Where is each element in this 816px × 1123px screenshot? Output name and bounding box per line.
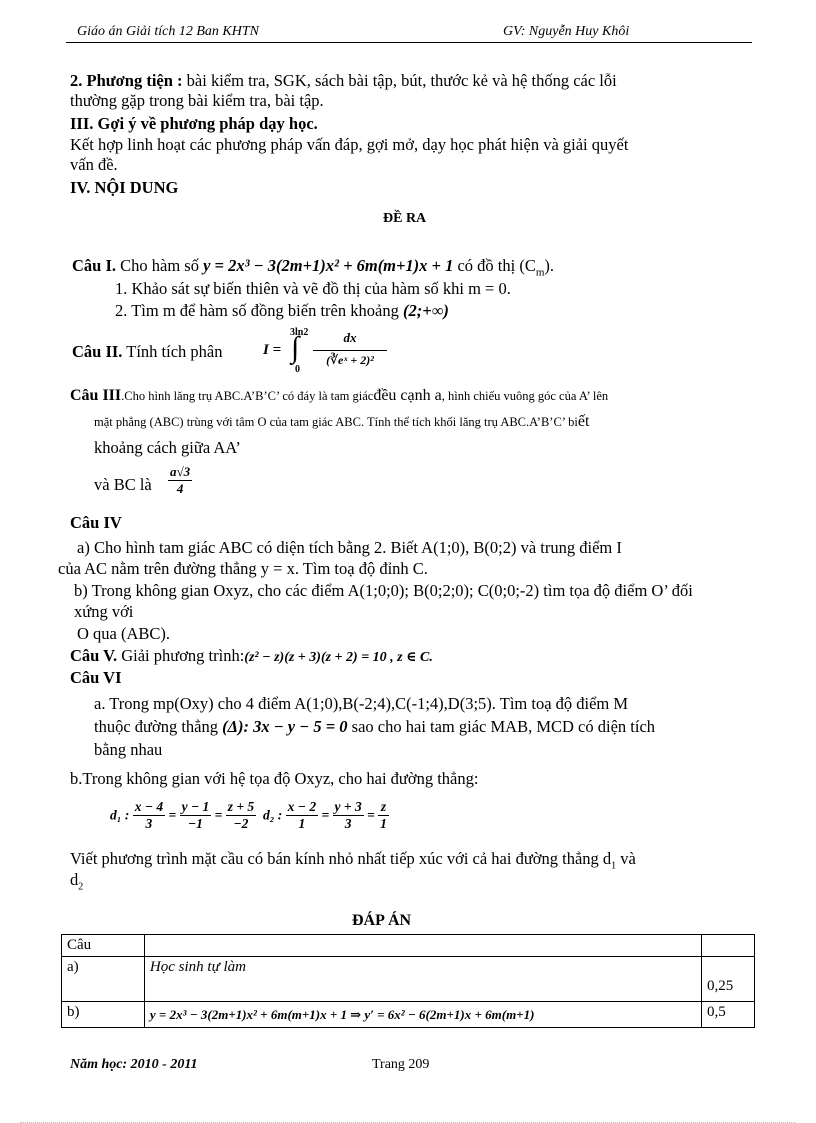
d1-label: d₁ :: [110, 807, 130, 823]
section2-label: 2. Phương tiện :: [70, 71, 183, 90]
cau2-lower: 0: [295, 364, 300, 375]
cau3-line2b: ết: [577, 413, 590, 430]
cau6-b2-line: [70, 849, 636, 875]
d2-label: d₂ :: [262, 807, 283, 823]
row-cau: a): [62, 957, 145, 1002]
cau6-a2a: thuộc đường thẳng: [94, 717, 218, 736]
cau3-line1c: , hình chiếu vuông góc của A’ lên: [441, 389, 609, 403]
integral-sign: ∫: [291, 331, 300, 364]
cau5-formula: (z² − z)(z + 3)(z + 2) = 10 , z ∈ C.: [244, 650, 433, 665]
header-content: [144, 935, 701, 957]
de-ra-title: ĐỀ RA: [383, 211, 427, 226]
cau6-label: Câu VI: [70, 668, 122, 687]
row-score: 0,5: [702, 1002, 755, 1028]
cau3-line4: và BC là: [94, 475, 152, 494]
row-cau: b): [62, 1002, 145, 1028]
cau3-line2a: mặt phẳng (ABC) trùng với tâm O của tam giác ABC. Tính thể tích khối lăng trụ ABC.A’B’C’ bi: [94, 415, 578, 429]
cau1-tail: có đồ thị (C: [457, 256, 536, 275]
cau2-den: (∛eˣ + 2)²: [326, 353, 374, 367]
header-score: [702, 935, 755, 957]
section4-heading: IV. NỘI DUNG: [70, 178, 179, 197]
cau6-b3-line: [70, 870, 83, 896]
table-row: [62, 957, 755, 1002]
row-content: Học sinh tự làm: [144, 957, 701, 1002]
header-cau: Câu: [62, 935, 145, 957]
line-equations: d₁ : $\frac{x - 4}{3}$ = $\frac{y - 1}{-1}$ = $\frac{z + 5}{-2}$ d₂ : $\frac{x - 2}{1}$ = $\frac{y + 3}{3}$ = $\frac{z}{1}$: [110, 799, 387, 831]
cau6-b1: b.Trong không gian với hệ tọa độ Oxyz, cho hai đường thẳng:: [70, 769, 479, 788]
section3-text1: Kết hợp linh hoạt các phương pháp vấn đáp, gợi mở, dạy học phát hiện và giải quyết: [70, 135, 629, 154]
cau6-b3: d: [70, 870, 79, 889]
section3-heading: III. Gợi ý về phương pháp dạy học.: [70, 114, 318, 133]
dap-an-title: ĐÁP ÁN: [352, 912, 412, 929]
cau3-frac-den: 4: [176, 481, 184, 496]
cau4-label: Câu IV: [70, 513, 122, 532]
cau1-item1: 1. Khảo sát sự biến thiên và vẽ đồ thị của hàm số khi m = 0.: [115, 279, 511, 298]
cau3-line3: khoảng cách giữa AA’: [94, 438, 241, 457]
cau6-a2-line: [94, 717, 655, 736]
cau6-b2sub: 1: [611, 860, 617, 872]
cau2-text: Tính tích phân: [126, 342, 223, 361]
cau1-tail2: ).: [544, 256, 555, 275]
cau6-b2a: Viết phương trình mặt cầu có bán kính nhỏ nhất tiếp xúc với cả hai đường thẳng d: [70, 849, 612, 868]
cau2-fraction-bar: [313, 350, 387, 351]
cau2-label: Câu II.: [72, 342, 123, 361]
cau5-label: Câu V.: [70, 646, 118, 665]
footer-year: Năm học: 2010 - 2011: [70, 1057, 198, 1072]
section2-line2: thường gặp trong bài kiểm tra, bài tập.: [70, 91, 324, 110]
cau1-lead: Cho hàm số: [120, 256, 199, 275]
d2-frac-y: $\frac{y + 3}{3}$: [334, 799, 362, 831]
cau3-line1b: đều cạnh a: [373, 387, 442, 404]
cau3-line1a: .Cho hình lăng trụ ABC.A’B’C’ có đáy là tam giác: [121, 389, 374, 403]
cau2-lhs: I =: [263, 342, 282, 358]
cau1-sub: m: [535, 266, 545, 279]
cau6-a2b: sao cho hai tam giác MAB, MCD có diện tích: [351, 717, 656, 736]
cau5-text: Giải phương trình:: [121, 646, 245, 665]
cau4-b1: b) Trong không gian Oxyz, cho các điểm A(1;0;0); B(0;2;0); C(0;0;-2) tìm tọa độ điểm O’ đối: [74, 581, 693, 600]
section2-line1: [70, 71, 617, 90]
d2-frac-z: $\frac{z}{1}$: [380, 799, 387, 831]
d1-frac-y: $\frac{y - 1}{-1}$: [181, 799, 210, 831]
cau3-line1: [70, 387, 608, 405]
cau6-a2f: (Δ): 3x − y − 5 = 0: [222, 717, 348, 736]
cau6-b3sub: 2: [78, 881, 84, 893]
header-right: GV: Nguyễn Huy Khôi: [503, 24, 630, 39]
d1-frac-z: $\frac{z + 5}{-2}$: [227, 799, 255, 831]
cau3-fraction: [168, 464, 192, 497]
header-left: Giáo án Giải tích 12 Ban KHTN: [77, 24, 260, 39]
cau6-a3: bằng nhau: [94, 740, 163, 759]
cau1-formula: y = 2x³ − 3(2m+1)x² + 6m(m+1)x + 1: [203, 256, 454, 275]
d1-frac-x: $\frac{x - 4}{3}$: [134, 799, 164, 831]
cau2-num: dx: [343, 330, 357, 345]
row-content: y = 2x³ − 3(2m+1)x² + 6m(m+1)x + 1 ⇒ y′ = 6x² − 6(2m+1)x + 6m(m+1): [144, 1002, 701, 1028]
cau3-frac-num: a√3: [170, 464, 191, 479]
header-rule: [66, 42, 752, 43]
footer-page: Trang 209: [372, 1057, 430, 1072]
section2-text1: bài kiểm tra, SGK, sách bài tập, bút, thước kẻ và hệ thống các lỗi: [182, 71, 617, 90]
cau3-label: Câu III: [70, 387, 122, 404]
cau6-b2b: và: [616, 849, 636, 868]
cau2-line: [72, 342, 223, 361]
d2-frac-x: $\frac{x - 2}{1}$: [287, 799, 317, 831]
cau6-a1: a. Trong mp(Oxy) cho 4 điểm A(1;0),B(-2;4),C(-1;4),D(3;5). Tìm toạ độ điểm M: [94, 694, 629, 713]
cau4-a1: a) Cho hình tam giác ABC có diện tích bằng 2. Biết A(1;0), B(0;2) và trung điểm I: [77, 538, 622, 557]
answer-table-header: [62, 935, 755, 957]
table-row: [62, 1002, 755, 1028]
cau1-item2: 2. Tìm m để hàm số đồng biến trên khoảng: [115, 301, 399, 320]
cau1-label: Câu I.: [72, 256, 117, 275]
cau4-b3: O qua (ABC).: [77, 624, 171, 643]
cau1-interval: (2;+∞): [402, 301, 449, 320]
cau3-line2: [94, 413, 589, 431]
cau4-b2: xứng với: [74, 602, 134, 621]
cau4-a2: của AC nằm trên đường thẳng y = x. Tìm toạ độ đỉnh C.: [58, 559, 428, 578]
cau1-item2-line: [115, 301, 449, 320]
answer-table: [61, 934, 755, 1028]
cau5-line: [70, 646, 433, 667]
row-score: 0,25: [702, 957, 755, 1002]
section3-text2: vấn đề.: [70, 155, 118, 174]
cau2-upper: 3ln2: [290, 327, 309, 338]
